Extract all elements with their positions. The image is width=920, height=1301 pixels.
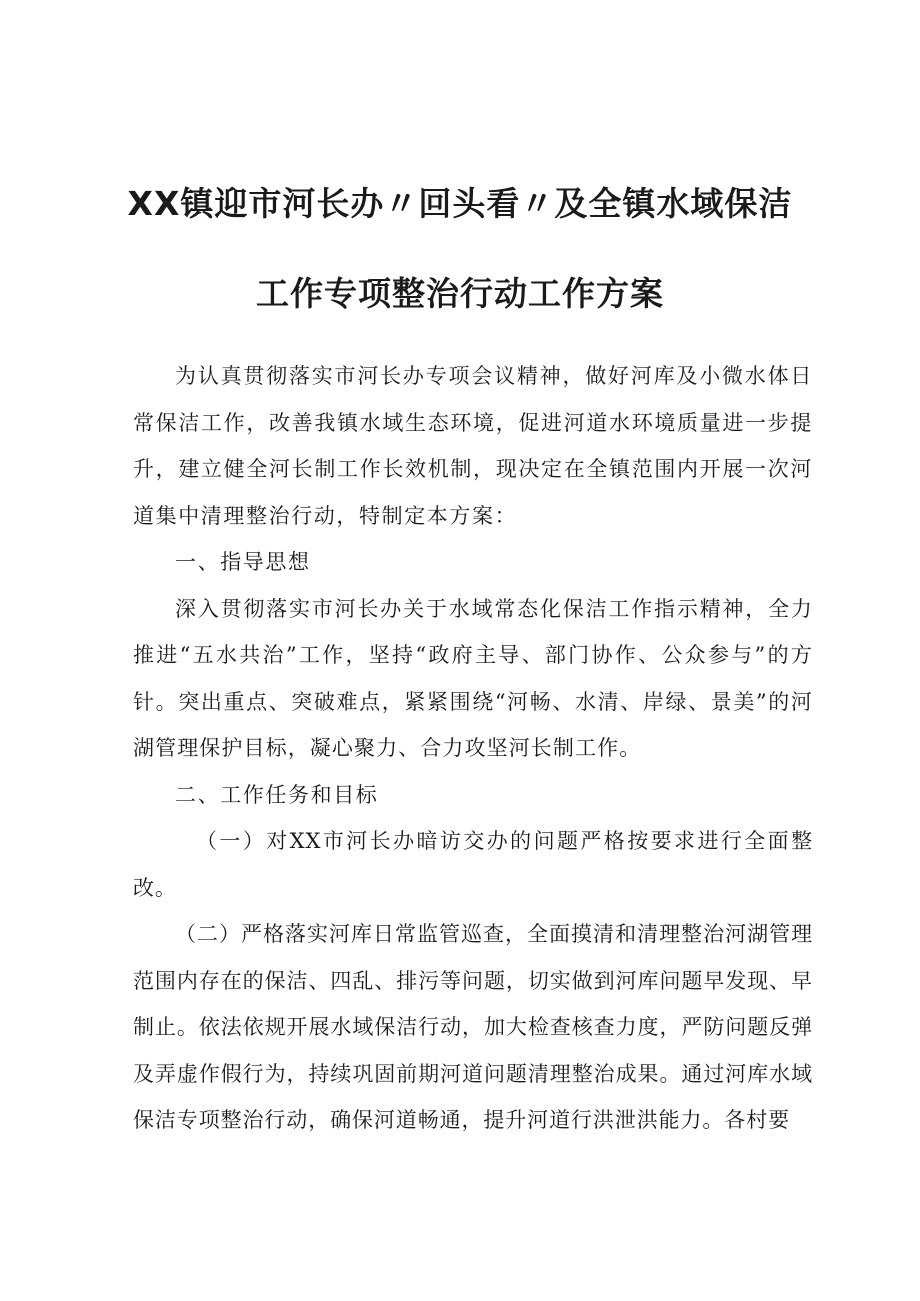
section-1-heading: 一、指导思想 bbox=[175, 550, 311, 574]
section-2-heading: 二、工作任务和目标 bbox=[175, 782, 379, 807]
document-title-line-2: 工作专项整治行动工作方案 bbox=[256, 274, 664, 313]
section-1-paragraph: 深入贯彻落实市河长办关于水域常态化保洁工作指示精神，全力推进“五水共治”工作，坚持“政府主导、部门协作、公众参与”的方针。突出重点、突破难点，紧紧围绕“河畅、水清、岸绿、景美”的河湖管理保护目标，凝心聚力、合力攻坚河长制工作。 bbox=[133, 596, 813, 760]
intro-paragraph: 为认真贯彻落实市河长办专项会议精神，做好河库及小微水体日常保洁工作，改善我镇水域生态环境，促进河道水环境质量进一步提升，建立健全河长制工作长效机制，现决定在全镇范围内开展一次河道集中清理整治行动，特制定本方案： bbox=[133, 364, 813, 528]
document-body bbox=[133, 353, 813, 1144]
task-item-1: （一）对XX市河长办暗访交办的问题严格按要求进行全面整改。 bbox=[133, 829, 813, 900]
document-title-line-1: XX镇迎市河长办〃回头看〃及全镇水域保洁 bbox=[127, 184, 793, 223]
task-item-2: （二）严格落实河库日常监管巡查，全面摸清和清理整治河湖管理范围内存在的保洁、四乱、排污等问题，切实做到河库问题早发现、早制止。依法依规开展水域保洁行动，加大检查核查力度，严防问题反弹及弄虚作假行为，持续巩固前期河道问题清理整治成果。通过河库水域保洁专项整治行动，确保河道畅通，提升河道行洪泄洪能力。各村要 bbox=[133, 922, 813, 1132]
